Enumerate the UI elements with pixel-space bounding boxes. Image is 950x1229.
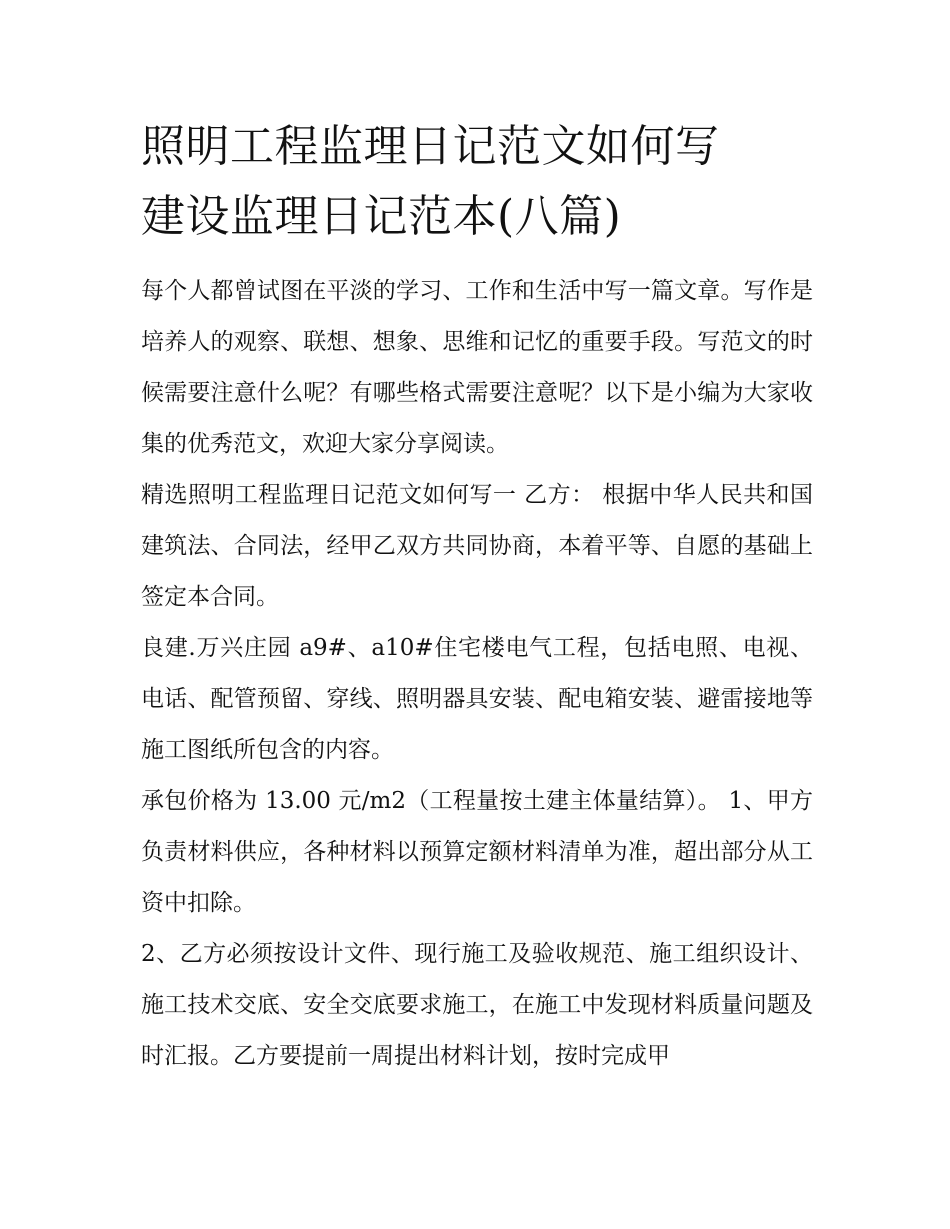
document-title — [141, 112, 813, 252]
intro-paragraph: 每个人都曾试图在平淡的学习、工作和生活中写一篇文章。写作是培养人的观察、联想、想象、思维和记忆的重要手段。写范文的时候需要注意什么呢？有哪些格式需要注意呢？以下是小编为大家收集的优秀范文，欢迎大家分享阅读。 — [141, 278, 813, 457]
contract-intro-paragraph: 精选照明工程监理日记范文如何写一 乙方： 根据中华人民共和国建筑法、合同法，经甲乙双方共同协商，本着平等、自愿的基础上签定本合同。 — [141, 482, 813, 610]
title-line-2: 建设监理日记范本(八篇) — [141, 191, 622, 242]
price-paragraph: 承包价格为 13.00 元/m2（工程量按土建主体量结算）。 1、甲方负责材料供应，各种材料以预算定额材料清单为准，超出部分从工资中扣除。 — [141, 788, 813, 916]
title-line-1: 照明工程监理日记范文如何写 — [141, 121, 720, 172]
document-page — [141, 112, 813, 1082]
requirements-paragraph: 2、乙方必须按设计文件、现行施工及验收规范、施工组织设计、施工技术交底、安全交底要求施工，在施工中发现材料质量问题及时汇报。乙方要提前一周提出材料计划，按时完成甲 — [141, 941, 813, 1069]
project-scope-paragraph: 良建.万兴庄园 a9#、a10#住宅楼电气工程，包括电照、电视、电话、配管预留、穿线、照明器具安装、配电箱安装、避雷接地等施工图纸所包含的内容。 — [141, 635, 813, 763]
document-body — [141, 266, 813, 1082]
